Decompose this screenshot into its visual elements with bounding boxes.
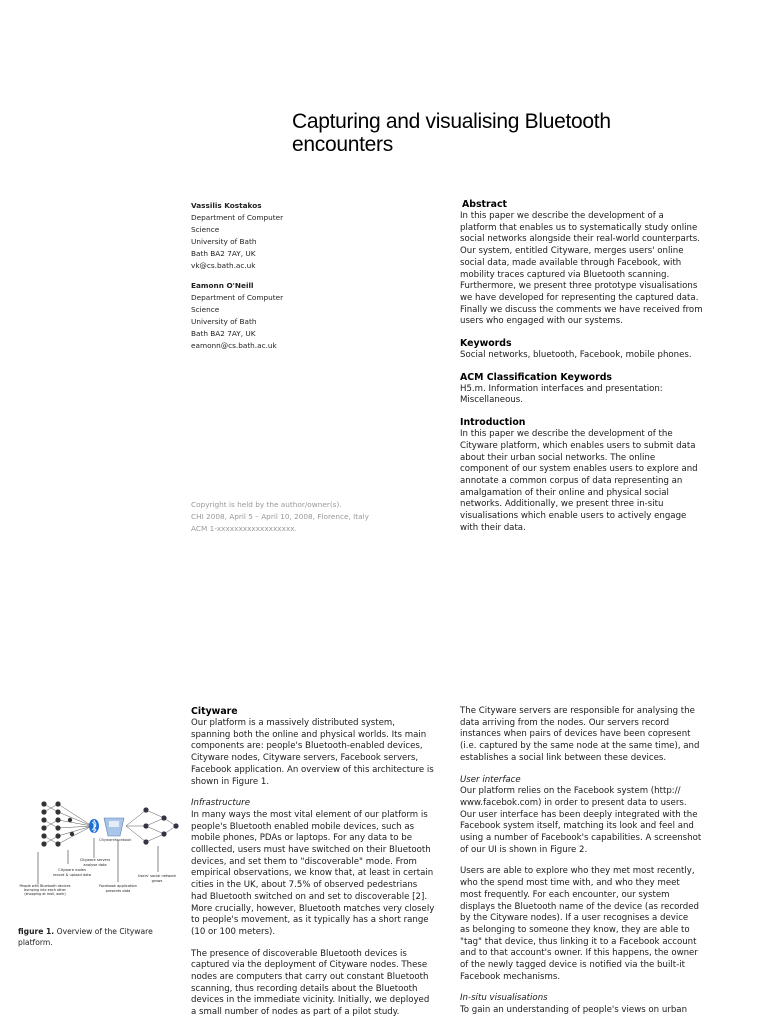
- abstract-heading: Abstract: [462, 199, 508, 210]
- nodes-paragraph: The presence of discoverable Bluetooth devices is captured via the deployment of Cityware nodes. These nodes are computers that carry out constant Bluetooth scanning, thus recording details about the Bluetooth devices in the immediate vicinity. Initially, we deployed a small number of nodes as part of a pilot study.: [191, 948, 430, 1018]
- infrastructure-paragraph: In many ways the most vital element of our platform is people's Bluetooth enabled mobile devices, such as mobile phones, PDAs or laptops. For any data to be colllected, users must have switched on their Bluetooth devices, and set them to "discoverable" mode. From empirical observations, we know that, at least in certain cities in the UK, about 7.5% of observed pedestrians had Bluetooth switched on and set to discoverable [2]. More crucially, however, Bluetooth matches very closely to people's movement, as it typically has a short range (10 or 100 meters).: [191, 809, 435, 937]
- author-affiliation-line: University of Bath: [191, 317, 257, 326]
- author-affiliation-line: Department of Computer: [191, 213, 284, 222]
- server-icon: [104, 818, 124, 836]
- copyright-block: [191, 499, 431, 535]
- people-nodes: [41, 801, 74, 846]
- copyright-line: ACM 1-xxxxxxxxxxxxxxxxxx.: [191, 524, 297, 533]
- diagram-cityware-tag: Cityware: [99, 838, 115, 842]
- author-email: eamonn@cs.bath.ac.uk: [191, 341, 277, 350]
- label-facebook-app: Facebook application presents data: [99, 884, 137, 893]
- author-affiliation-line: Science: [191, 305, 220, 314]
- user-interface-paragraph: Our platform relies on the Facebook system (http:// www.facebok.com) in order to present data to users. Our user interface has been deeply integrated with the Facebook system itself, matching its look and feel and using a number of Facebook's capabilities. A screenshot of our UI is shown in Figure 2.: [460, 786, 702, 855]
- author-affiliation-line: Department of Computer: [191, 293, 284, 302]
- author-block-2: [191, 280, 351, 352]
- servers-paragraph: The Cityware servers are responsible for analysing the data arriving from the nodes. Our servers record instances when pairs of devices have been copresent (i.e. captured by the same node at the same time), and establishes a social link between these devices.: [460, 706, 700, 763]
- acm-section: [460, 372, 750, 407]
- infrastructure-heading: Infrastructure: [191, 798, 250, 809]
- keywords-section: [460, 338, 750, 362]
- encounters-paragraph: Users are able to explore who they met most recently, who the spend most time with, and who they meet most frequently. For each encounter, our system displays the Bluetooth name of the device (as recorded by the Cityware nodes). If a user recognises a device as belonging to someone they know, they are able to "tag" that device, thus linking it to a Facebook account and to that account's owner. If this happens, the owner of the newly tagged device is notified via the built-it Facebook mechanisms.: [460, 866, 699, 982]
- author-affiliation-line: University of Bath: [191, 237, 257, 246]
- abstract-section: [460, 199, 750, 328]
- insitu-heading: In-situ visualisations: [460, 993, 548, 1004]
- cityware-heading: Cityware: [191, 706, 238, 717]
- caption-text: Overview of the Cityware platform.: [18, 927, 153, 947]
- front-right-column: [460, 199, 750, 544]
- introduction-text: In this paper we describe the development of the Cityware platform, which enables users to submit data about their urban social networks. The online component of our system enables users to explore and annotate a common corpus of data representing an amalgamation of their online and physical social networks. Additionally, we present three in-situ visualisations which enable users to actively engage with their data.: [460, 429, 698, 533]
- author-name: Vassilis Kostakos: [191, 201, 262, 210]
- servers-column: [460, 706, 750, 1017]
- author-affiliation-line: Science: [191, 225, 220, 234]
- copyright-line: CHI 2008, April 5 – April 10, 2008, Florence, Italy: [191, 512, 369, 521]
- cityware-paragraph: Our platform is a massively distributed system, spanning both the online and physical worlds. Its main components are: people's Bluetooth-enabled devices, Cityware nodes, Cityware servers, Facebook servers, Facebook application. An overview of this architecture is shown in Figure 1.: [191, 718, 434, 787]
- label-people: People with Bluetooth devices bumping into each other (shopping at mall, work): [19, 884, 71, 897]
- label-social-network: Users' social network grows: [137, 874, 177, 883]
- figure-caption: [18, 926, 183, 948]
- introduction-heading: Introduction: [460, 417, 526, 429]
- author-affiliation-line: Bath BA2 7AY, UK: [191, 329, 256, 338]
- bluetooth-icon: [89, 819, 99, 833]
- label-cityware-servers: Cityware servers analyse data: [79, 858, 111, 867]
- abstract-text: In this paper we describe the development of a platform that enables us to systematically study online social networks alongside their real-world counterparts. Our system, entitled Cityware, merges users' online social data, made available through Facebook, with mobility traces captured via Bluetooth scanning. Furthermore, we present three prototype visualisations we have developed for representing the captured data. Finally we discuss the comments we have received from users who engaged with our systems.: [460, 211, 703, 327]
- author-name: Eamonn O'Neill: [191, 281, 254, 290]
- introduction-section: [460, 417, 750, 534]
- author-email: vk@cs.bath.ac.uk: [191, 261, 256, 270]
- caption-label: figure 1.: [18, 927, 55, 936]
- cityware-column: [191, 706, 441, 1019]
- keywords-heading: Keywords: [460, 338, 512, 350]
- author-affiliation-line: Bath BA2 7AY, UK: [191, 249, 256, 258]
- user-interface-heading: User interface: [460, 774, 521, 785]
- insitu-paragraph: To gain an understanding of people's views on urban: [460, 1005, 688, 1016]
- label-cityware-nodes: Cityware nodes record & upload data: [52, 868, 92, 877]
- diagram-facebook-tag: facebook: [115, 838, 132, 842]
- social-network-nodes: [143, 807, 178, 844]
- copyright-line: Copyright is held by the author/owner(s).: [191, 500, 342, 509]
- acm-heading: ACM Classification Keywords: [460, 371, 613, 383]
- author-block-1: [191, 200, 351, 272]
- figure-1: [14, 790, 184, 900]
- keywords-text: Social networks, bluetooth, Facebook, mobile phones.: [460, 350, 692, 361]
- acm-text: H5.m. Information interfaces and presentation: Miscellaneous.: [460, 383, 663, 406]
- paper-title: Capturing and visualising Bluetooth encounters: [292, 110, 611, 156]
